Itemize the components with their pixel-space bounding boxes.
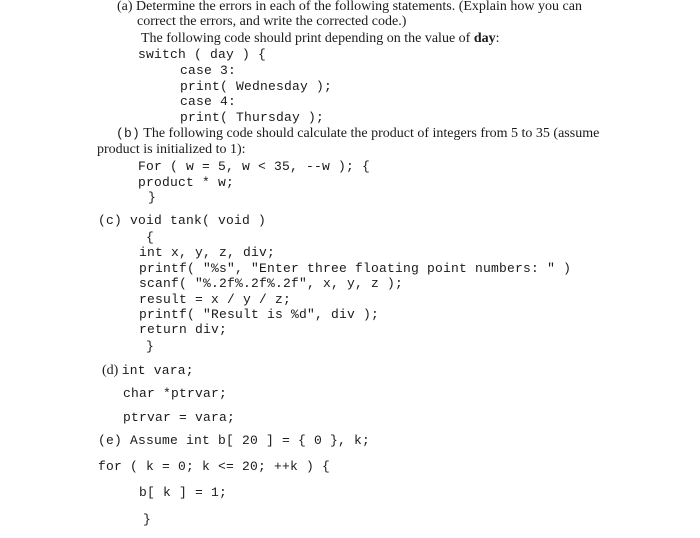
part-b-text-line2: product is initialized to 1):	[97, 142, 246, 157]
code-line: switch ( day ) {	[138, 47, 267, 62]
code-line: int x, y, z, div;	[139, 245, 276, 260]
part-a-heading-line2: correct the errors, and write the corrected code.)	[137, 14, 407, 29]
part-a-heading-line1: (a) Determine the errors in each of the following statements. (Explain how you can	[117, 0, 582, 14]
code-line: b[ k ] = 1;	[139, 485, 228, 500]
code-line: product * w;	[138, 175, 235, 190]
code-line: }	[146, 339, 155, 354]
code-line: print( Wednesday );	[180, 79, 333, 94]
part-a-intro-end: :	[495, 31, 500, 46]
part-d-label: (d)	[102, 363, 119, 378]
part-b-text-line1: The following code should calculate the product of integers from 5 to 35 (assume	[143, 126, 600, 141]
code-line: scanf( "%.2f%.2f%.2f", x, y, z );	[139, 276, 404, 291]
code-line: return div;	[139, 322, 228, 337]
part-d-first-line	[102, 362, 194, 379]
code-line: (c) void tank( void )	[98, 213, 267, 228]
code-line: case 4:	[180, 94, 237, 109]
code-line: char *ptrvar;	[123, 386, 228, 401]
part-a-intro-text: The following code should print depending on the value of	[141, 31, 474, 46]
code-line: For ( w = 5, w < 35, --w ); {	[138, 159, 371, 174]
code-line: print( Thursday );	[180, 110, 325, 125]
code-line: }	[148, 190, 157, 205]
code-line: ptrvar = vara;	[123, 410, 236, 425]
code-line: printf( "%s", "Enter three floating point numbers: " )	[139, 261, 572, 276]
code-line: (e) Assume int b[ 20 ] = { 0 }, k;	[98, 433, 371, 448]
code-line: case 3:	[180, 63, 237, 78]
code-line: printf( "Result is %d", div );	[139, 307, 380, 322]
part-a-intro-bold: day	[473, 31, 496, 46]
part-b-heading	[116, 126, 599, 142]
code-line: for ( k = 0; k <= 20; ++k ) {	[98, 459, 331, 474]
code-line: {	[146, 230, 155, 245]
part-a-intro	[141, 31, 500, 47]
code-line: int vara;	[121, 363, 194, 378]
code-line: result = x / y / z;	[139, 292, 292, 307]
code-line: }	[143, 512, 152, 527]
part-b-label: (b)	[116, 126, 141, 141]
